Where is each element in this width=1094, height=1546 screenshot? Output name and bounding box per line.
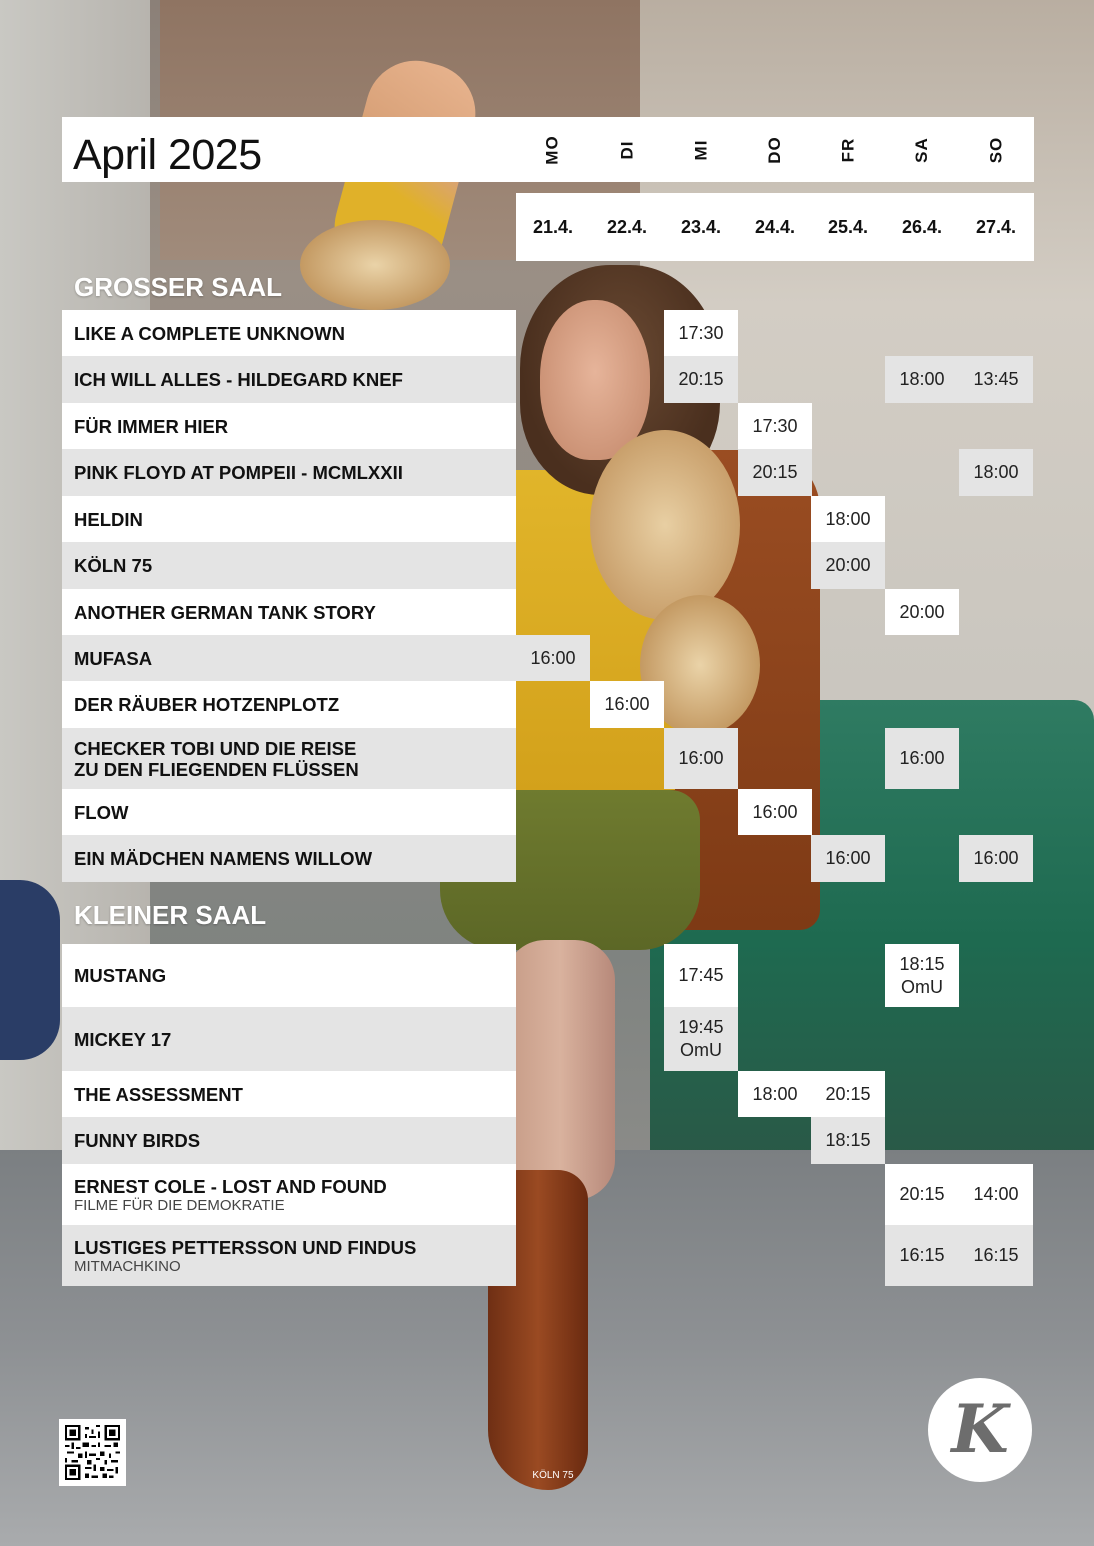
day-label-mo bbox=[516, 117, 590, 182]
showtime[interactable]: 17:30 bbox=[664, 310, 738, 356]
film-row[interactable] bbox=[62, 728, 516, 789]
film-title: LUSTIGES PETTERSSON UND FINDUS bbox=[74, 1236, 417, 1258]
day-label-fr bbox=[811, 117, 885, 182]
day-label-text: DI bbox=[617, 140, 636, 159]
showtime[interactable]: 16:00 bbox=[516, 635, 590, 681]
cinema-logo bbox=[928, 1378, 1032, 1482]
film-row[interactable] bbox=[62, 681, 516, 728]
film-row[interactable] bbox=[62, 1117, 516, 1164]
film-title: FUNNY BIRDS bbox=[74, 1130, 201, 1151]
showtime[interactable]: 16:15 bbox=[959, 1225, 1033, 1286]
qr-code[interactable] bbox=[59, 1419, 126, 1486]
showtime[interactable]: 20:00 bbox=[885, 589, 959, 635]
film-row[interactable] bbox=[62, 449, 516, 496]
day-date: 25.4. bbox=[827, 216, 869, 237]
day-label-sa bbox=[885, 117, 959, 182]
showtime[interactable]: 18:15 OmU bbox=[885, 944, 959, 1007]
showtime[interactable]: 16:00 bbox=[738, 789, 812, 835]
section-heading: GROSSER SAAL bbox=[74, 272, 283, 302]
film-title: ANOTHER GERMAN TANK STORY bbox=[74, 601, 376, 623]
film-title: ERNEST COLE - LOST AND FOUND bbox=[74, 1175, 387, 1197]
day-date: 23.4. bbox=[680, 216, 722, 237]
film-row[interactable] bbox=[62, 1071, 516, 1117]
film-row[interactable] bbox=[62, 589, 516, 635]
day-date: 24.4. bbox=[754, 216, 796, 237]
film-row[interactable] bbox=[62, 496, 516, 542]
showtime[interactable]: 17:45 bbox=[664, 944, 738, 1007]
film-title: FLOW bbox=[74, 801, 129, 823]
film-title: DER RÄUBER HOTZENPLOTZ bbox=[74, 694, 340, 715]
day-label-text: SO bbox=[986, 136, 1005, 163]
day-date: 22.4. bbox=[606, 216, 648, 237]
film-row[interactable] bbox=[62, 356, 516, 403]
showtime[interactable]: 19:45 OmU bbox=[664, 1007, 738, 1071]
film-title: FÜR IMMER HIER bbox=[74, 415, 229, 437]
film-title: MICKEY 17 bbox=[74, 1028, 172, 1050]
day-label-text: MO bbox=[542, 134, 562, 165]
film-title: HELDIN bbox=[74, 508, 143, 530]
film-title: LIKE A COMPLETE UNKNOWN bbox=[74, 322, 345, 344]
showtime[interactable]: 17:30 bbox=[738, 403, 812, 449]
film-row[interactable] bbox=[62, 835, 516, 882]
film-row[interactable] bbox=[62, 1225, 516, 1286]
day-label-text: MI bbox=[690, 139, 710, 160]
page-title: April 2025 bbox=[73, 131, 262, 179]
day-date: 27.4. bbox=[975, 216, 1017, 237]
film-title: THE ASSESSMENT bbox=[74, 1083, 243, 1105]
showtime[interactable]: 20:15 bbox=[738, 449, 812, 496]
showtime[interactable]: 16:00 bbox=[590, 681, 664, 728]
film-title: CHECKER TOBI UND DIE REISE ZU DEN FLIEGENDEN FLÜSSEN bbox=[74, 737, 359, 780]
film-title: MUSTANG bbox=[74, 965, 167, 986]
showtime[interactable]: 18:00 bbox=[885, 356, 959, 403]
film-row[interactable] bbox=[62, 635, 516, 681]
film-row[interactable] bbox=[62, 944, 516, 1007]
film-title: ICH WILL ALLES - HILDEGARD KNEF bbox=[74, 369, 403, 390]
day-label-text: FR bbox=[837, 137, 857, 162]
showtime[interactable]: 14:00 bbox=[959, 1164, 1033, 1225]
day-label-so bbox=[959, 117, 1033, 182]
film-title: MUFASA bbox=[74, 647, 153, 669]
showtime[interactable]: 16:00 bbox=[664, 728, 738, 789]
showtime[interactable]: 18:00 bbox=[738, 1071, 812, 1117]
day-label-di bbox=[590, 117, 664, 182]
photo-caption: KÖLN 75 bbox=[532, 1470, 574, 1481]
showtime[interactable]: 18:00 bbox=[959, 449, 1033, 496]
film-subtitle: MITMACHKINO bbox=[74, 1257, 181, 1275]
day-date: 21.4. bbox=[532, 216, 574, 237]
showtime[interactable]: 13:45 bbox=[959, 356, 1033, 403]
showtime[interactable]: 18:00 bbox=[811, 496, 885, 542]
film-row[interactable] bbox=[62, 403, 516, 449]
film-subtitle: FILME FÜR DIE DEMOKRATIE bbox=[74, 1196, 285, 1214]
film-row[interactable] bbox=[62, 789, 516, 835]
day-label-do bbox=[738, 117, 812, 182]
showtime[interactable]: 20:15 bbox=[885, 1164, 959, 1225]
showtime[interactable]: 20:15 bbox=[664, 356, 738, 403]
svg-text:K: K bbox=[951, 1390, 1009, 1468]
showtime[interactable]: 20:00 bbox=[811, 542, 885, 589]
showtime[interactable]: 16:00 bbox=[885, 728, 959, 789]
day-label-text: DO bbox=[765, 135, 784, 164]
film-row[interactable] bbox=[62, 1007, 516, 1071]
showtime[interactable]: 16:15 bbox=[885, 1225, 959, 1286]
film-row[interactable] bbox=[62, 542, 516, 589]
film-row[interactable] bbox=[62, 310, 516, 356]
day-label-text: SA bbox=[912, 136, 931, 163]
film-title: KÖLN 75 bbox=[74, 555, 153, 576]
showtime[interactable]: 20:15 bbox=[811, 1071, 885, 1117]
showtime[interactable]: 16:00 bbox=[811, 835, 885, 882]
day-label-mi bbox=[664, 117, 738, 182]
day-date: 26.4. bbox=[901, 216, 943, 237]
film-title: PINK FLOYD AT POMPEII - MCMLXXII bbox=[74, 462, 403, 483]
film-row[interactable] bbox=[62, 1164, 516, 1225]
film-title: EIN MÄDCHEN NAMENS WILLOW bbox=[74, 848, 373, 869]
section-heading: KLEINER SAAL bbox=[74, 900, 267, 930]
showtime[interactable]: 18:15 bbox=[811, 1117, 885, 1164]
showtime[interactable]: 16:00 bbox=[959, 835, 1033, 882]
